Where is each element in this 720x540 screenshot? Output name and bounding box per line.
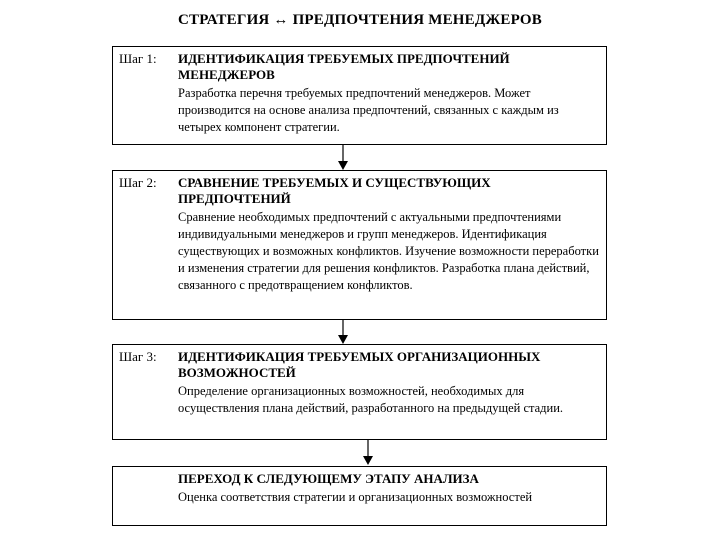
step-1-label: Шаг 1:	[119, 51, 157, 66]
arrow-down-icon	[337, 319, 349, 345]
final-step-description: Оценка соответствия стратегии и организационных возможностей	[178, 490, 533, 504]
step-3-description: Определение организационных возможностей, необходимых для осуществления плана действий, разработанного на предыдущей стадии.	[178, 384, 564, 415]
arrow-down-icon	[362, 440, 374, 466]
diagram-title: СТРАТЕГИЯ ↔ ПРЕДПОЧТЕНИЯ МЕНЕДЖЕРОВ	[178, 12, 542, 28]
step-2-box	[112, 170, 607, 320]
final-step-heading: ПЕРЕХОД К СЛЕДУЮЩЕМУ ЭТАПУ АНАЛИЗА	[178, 471, 479, 486]
step-1-description: Разработка перечня требуемых предпочтений менеджеров. Может производится на основе анализа предпочтений, связанных с каждым из четырех компонент стратегии.	[178, 86, 559, 134]
step-3-heading: ИДЕНТИФИКАЦИЯ ТРЕБУЕМЫХ ОРГАНИЗАЦИОННЫХ ВОЗМОЖНОСТЕЙ	[178, 349, 541, 380]
step-1-box	[112, 46, 607, 145]
step-2-label: Шаг 2:	[119, 175, 157, 190]
step-3-label: Шаг 3:	[119, 349, 157, 364]
arrow-down-icon	[337, 145, 349, 171]
step-2-heading: СРАВНЕНИЕ ТРЕБУЕМЫХ И СУЩЕСТВУЮЩИХ ПРЕДПОЧТЕНИЙ	[178, 175, 491, 206]
step-1-heading: ИДЕНТИФИКАЦИЯ ТРЕБУЕМЫХ ПРЕДПОЧТЕНИЙ МЕНЕДЖЕРОВ	[178, 51, 510, 82]
step-3-box	[112, 344, 607, 440]
step-2-description: Сравнение необходимых предпочтений с актуальными предпочтениями индивидуальными менеджеров и групп менеджеров. Идентификация существующих и возможных конфликтов. Изучение возможности переработки и изменения стратегии для решения конфликтов. Разработка плана действий, связанного с предотвращением конфликтов.	[178, 210, 599, 292]
final-step-box	[112, 466, 607, 526]
